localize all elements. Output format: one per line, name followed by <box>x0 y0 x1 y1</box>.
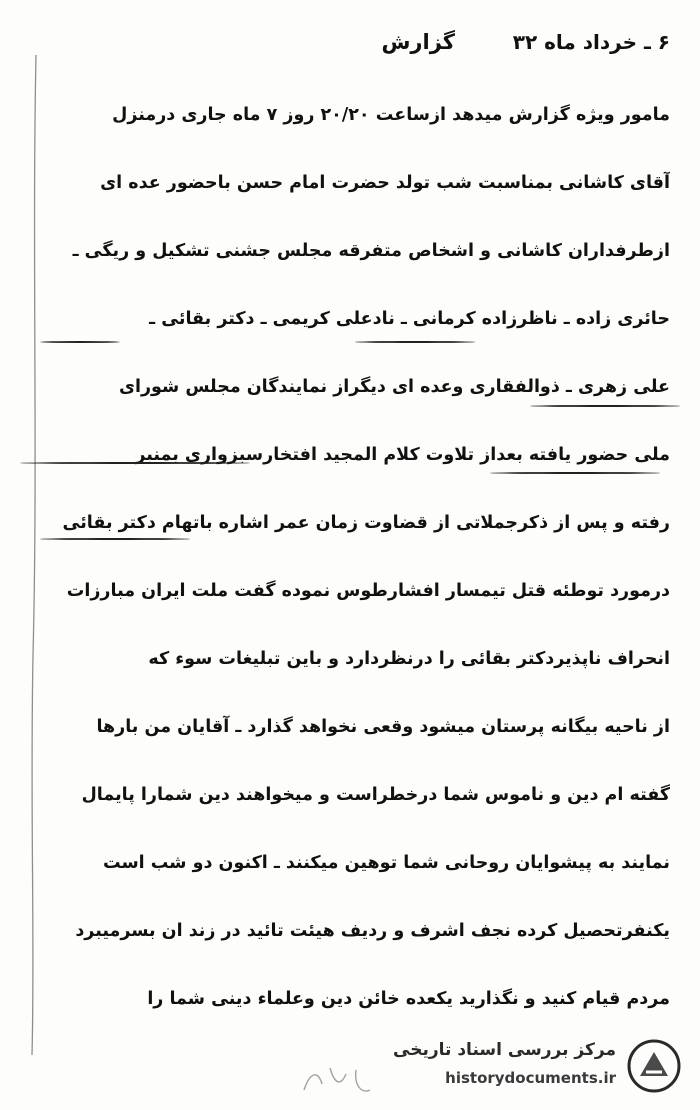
watermark-url: historydocuments.ir <box>445 1069 616 1087</box>
body-line: ازطرفداران کاشانی و اشخاص متفرقه مجلس جشنی تشکیل و ریگی ـ <box>72 241 670 261</box>
ink-underline <box>530 405 680 407</box>
body-line: درمورد توطئه قتل تیمسار افشارطوس نموده گفت ملت ایران مبارزات <box>66 581 670 601</box>
body-line: انحراف ناپذیردکتر بقائی را درنظردارد و باین تبلیغات سوء که <box>148 649 670 669</box>
body-line: مامور ویژه گزارش میدهد ازساعت ۲۰/۲۰ روز ۷ ماه جاری درمنزل <box>112 105 670 125</box>
body-line: گفته ام دین و ناموس شما درخطراست و میخواهند دین شمارا پایمال <box>81 785 670 805</box>
body-line: حائری زاده ـ ناظرزاده کرمانی ـ نادعلی کریمی ـ دکتر بقائی ـ <box>149 309 670 329</box>
archive-watermark <box>372 1036 682 1098</box>
ink-underline <box>355 341 475 343</box>
ink-underline <box>40 341 120 343</box>
body-line: مردم قیام کنید و نگذارید یکعده خائن دین وعلماء دینی شما را <box>147 989 670 1009</box>
margin-stroke-icon <box>22 55 44 1055</box>
header-date: ۶ ـ خرداد ماه ۳۲ <box>512 30 670 54</box>
report-body <box>45 95 670 1047</box>
body-line: علی زهری ـ ذوالفقاری وعده ای دیگراز نمایندگان مجلس شورای <box>118 377 670 397</box>
handwritten-mark-icon <box>300 1060 380 1105</box>
body-line: رفته و پس از ذکرجملاتی از قضاوت زمان عمر اشاره باتهام دکتر بقائی <box>62 513 670 533</box>
ink-underline <box>490 472 660 474</box>
body-line: نمایند به پیشوایان روحانی شما توهین میکنند ـ اکنون دو شب است <box>102 853 670 873</box>
body-line: ملی حضور یافته بعداز تلاوت کلام المجید افتخارسبزواری بمنبر <box>135 445 670 465</box>
watermark-name: مرکز بررسی اسناد تاریخی <box>393 1040 616 1060</box>
document-title: گزارش <box>381 30 455 54</box>
document-header <box>30 30 670 70</box>
ink-underline <box>40 538 190 540</box>
document-center-logo-icon <box>626 1038 682 1094</box>
body-line: یکنفرتحصیل کرده نجف اشرف و ردیف هیئت تائید در زند ان بسرمیبرد <box>75 921 670 941</box>
ink-underline <box>20 462 250 464</box>
body-line: از ناحیه بیگانه پرستان میشود وقعی نخواهد گذارد ـ آقایان من بارها <box>96 717 670 737</box>
body-line: آقای کاشانی بمناسبت شب تولد حضرت امام حسن باحضور عده ای <box>100 173 670 193</box>
